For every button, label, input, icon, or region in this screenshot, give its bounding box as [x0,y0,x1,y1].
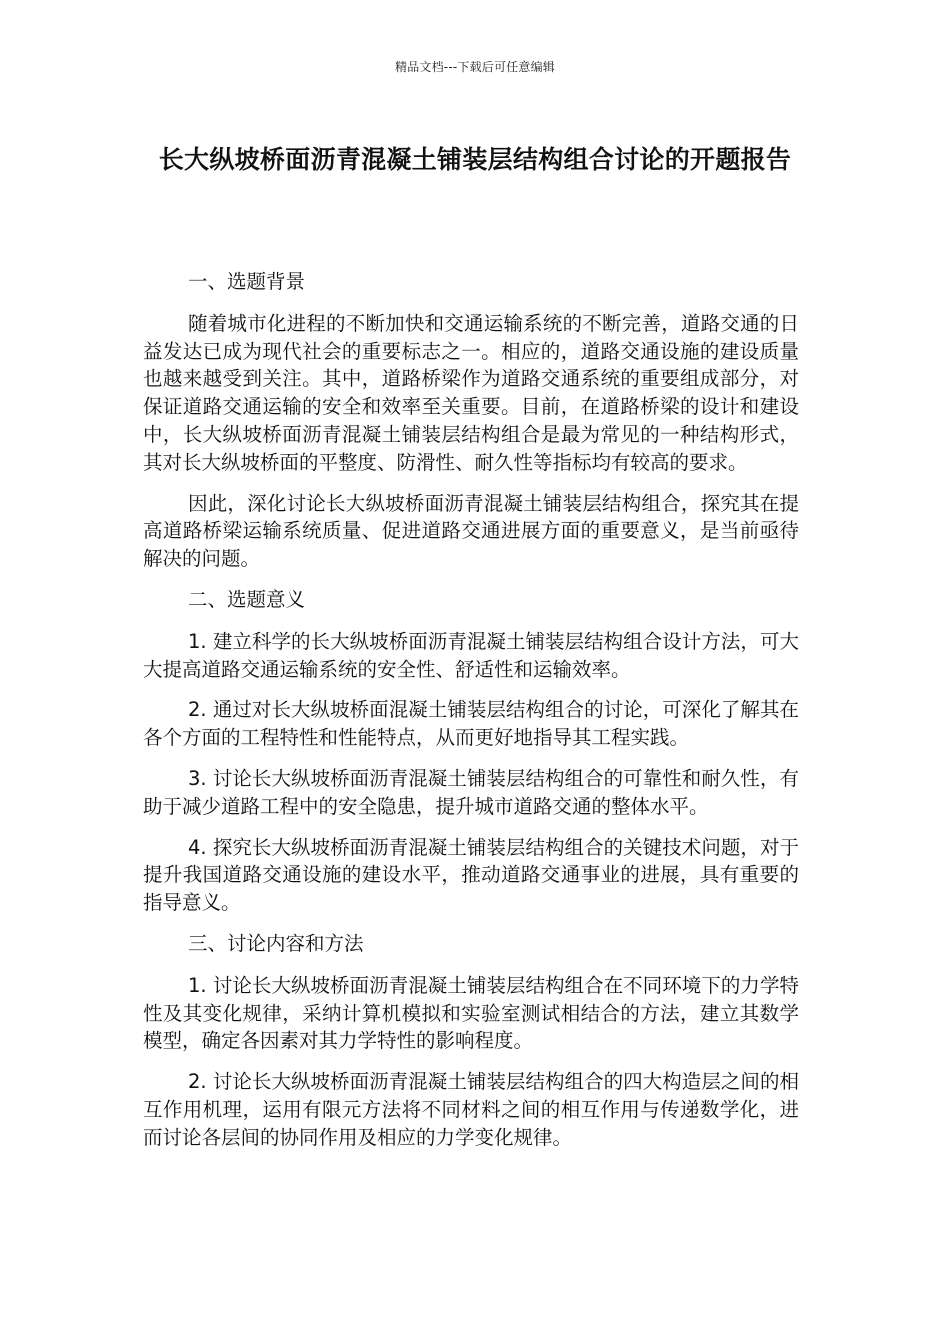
paragraph: 1. 建立科学的长大纵坡桥面沥青混凝土铺装层结构组合设计方法，可大大提高道路交通运输系统的安全性、舒适性和运输效率。 [143,629,799,681]
paragraph: 3. 讨论长大纵坡桥面沥青混凝土铺装层结构组合的可靠性和耐久性，有助于减少道路工程中的安全隐患，提升城市道路交通的整体水平。 [143,766,799,818]
section-heading-background: 一、选题背景 [188,270,306,293]
paragraph: 因此，深化讨论长大纵坡桥面沥青混凝土铺装层结构组合，探究其在提高道路桥梁运输系统质量、促进道路交通进展方面的重要意义，是当前亟待解决的问题。 [143,491,799,571]
paragraph: 2. 讨论长大纵坡桥面沥青混凝土铺装层结构组合的四大构造层之间的相互作用机理，运用有限元方法将不同材料之间的相互作用与传递数学化，进而讨论各层间的协同作用及相应的力学变化规律。 [143,1070,799,1149]
paragraph: 2. 通过对长大纵坡桥面混凝土铺装层结构组合的讨论，可深化了解其在各个方面的工程特性和性能特点，从而更好地指导其工程实践。 [143,698,799,750]
paragraph: 1. 讨论长大纵坡桥面沥青混凝土铺装层结构组合在不同环境下的力学特性及其变化规律，采纳计算机模拟和实验室测试相结合的方法，建立其数学模型，确定各因素对其力学特性的影响程度。 [143,973,799,1053]
page-header: 精品文档---下载后可任意编辑 [395,60,555,74]
paragraph: 4. 探究长大纵坡桥面沥青混凝土铺装层结构组合的关键技术问题，对于提升我国道路交通设施的建设水平，推动道路交通事业的进展，具有重要的指导意义。 [143,835,799,915]
section-heading-significance: 二、选题意义 [188,587,306,611]
document-title: 长大纵坡桥面沥青混凝土铺装层结构组合讨论的开题报告 [158,145,792,174]
document-body [143,268,799,1165]
section-heading-content-methods: 三、讨论内容和方法 [188,931,364,955]
paragraph: 随着城市化进程的不断加快和交通运输系统的不断完善，道路交通的日益发达已成为现代社会的重要标志之一。相应的，道路交通设施的建设质量也越来越受到关注。其中，道路桥梁作为道路交通系统的重要组成部分，对保证道路交通运输的安全和效率至关重要。目前，在道路桥梁的设计和建设中，长大纵坡桥面沥青混凝土铺装层结构组合是最为常见的一种结构形式，其对长大纵坡桥面的平整度、防滑性、耐久性等指标均有较高的要求。 [143,311,799,474]
